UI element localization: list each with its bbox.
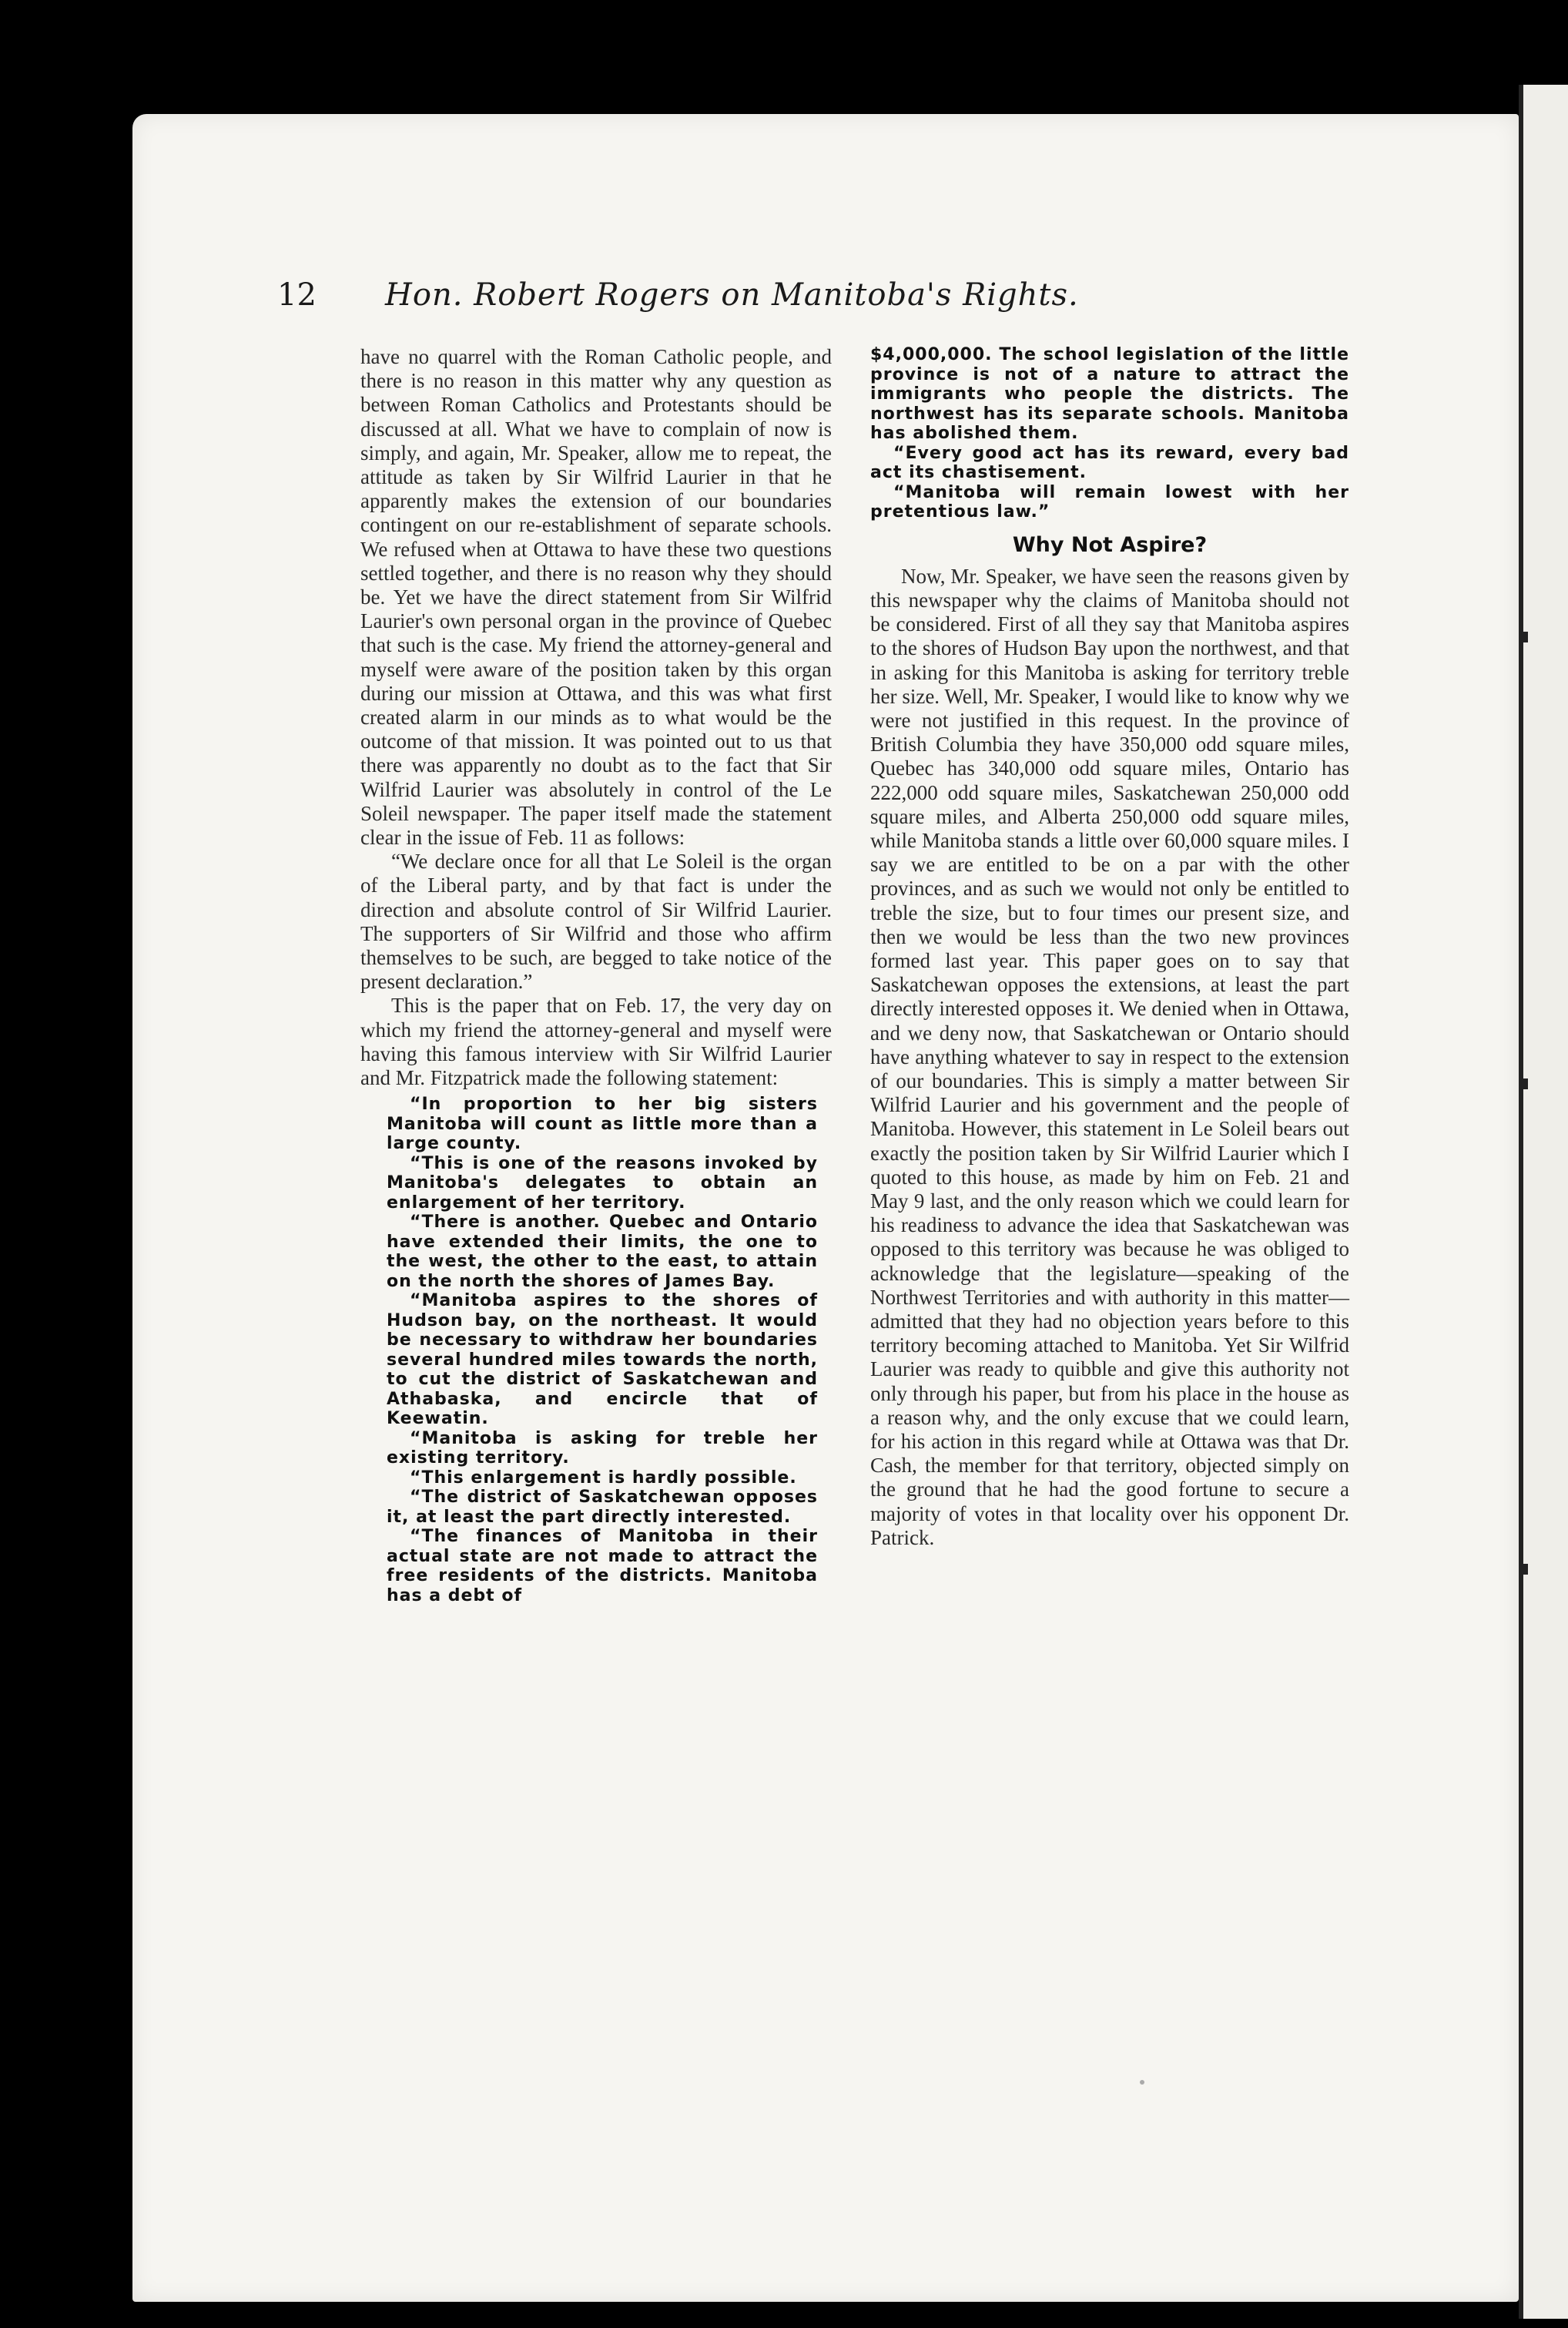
- adjacent-page-edge: [1519, 85, 1568, 2319]
- left-column: [360, 345, 832, 1605]
- body-paragraph: have no quarrel with the Roman Catholic people, and there is no reason in this matter why any question as between Roman Catholics and Protestants should be discussed at all. What we have to complain of now is simply, and again, Mr. Speaker, allow me to repeat, the attitude as taken by Sir Wilfrid Laurier in that he apparently makes the extension of our boundaries contingent on our re-establishment of separate schools. We refused when at Ottawa to have these two questions settled together, and there is no reason why they should be. Yet we have the direct statement from Sir Wilfrid Laurier's own personal organ in the province of Quebec that such is the case. My friend the attorney-general and myself were aware of the position taken by this organ during our mission at Ottawa, and this was what first created alarm in our minds as to what would be the outcome of that mission. It was pointed out to us that there was apparently no doubt as to the fact that Sir Wilfrid Laurier was absolutely in control of the Le Soleil newspaper. The paper itself made the statement clear in the issue of Feb. 11 as follows:: [360, 345, 832, 850]
- running-title: Hon. Robert Rogers on Manitoba's Rights.: [385, 277, 1079, 313]
- right-column: [870, 345, 1349, 1550]
- body-paragraph: This is the paper that on Feb. 17, the very day on which my friend the attorney-general and myself were having this famous interview with Sir Wilfrid Laurier and Mr. Fitzpatrick made the following statement:: [360, 994, 832, 1090]
- page-speck: [1140, 2080, 1144, 2085]
- quote-paragraph: “Every good act has its reward, every bad act its chastisement.: [870, 443, 1349, 482]
- le-soleil-quote-continued: [870, 345, 1349, 522]
- quote-paragraph: “This is one of the reasons invoked by Manitoba's delegates to obtain an enlargement of her territory.: [387, 1153, 818, 1213]
- quote-paragraph: “The finances of Manitoba in their actual state are not made to attract the free residents of the districts. Manitoba has a debt of: [387, 1527, 818, 1605]
- page-number: 12: [277, 277, 317, 313]
- body-paragraph: Now, Mr. Speaker, we have seen the reasons given by this newspaper why the claims of Manitoba should not be considered. First of all they say that Manitoba aspires to the shores of Hudson Bay upon the northwest, and that in asking for this Manitoba is asking for territory treble her size. Well, Mr. Speaker, I would like to know why we were not justified in this request. In the province of British Columbia they have 350,000 odd square miles, Quebec has 340,000 odd square miles, Ontario has 222,000 odd square miles, Saskatchewan 250,000 odd square miles, and Alberta 250,000 odd square miles, while Manitoba stands a little over 60,000 square miles. I say we are entitled to be on a par with the other provinces, and as such we would not only be entitled to treble the size, but to four times our present size, and then we would be less than the two new provinces formed last year. This paper goes on to say that Saskatchewan opposes the extensions, at least the part directly interested opposes it. We denied when in Ottawa, and we deny now, that Saskatchewan or Ontario should have anything whatever to say in respect to the extension of our boundaries. This is simply a matter between Sir Wilfrid Laurier and his government and the people of Manitoba. However, this statement in Le Soleil bears out exactly the position taken by Sir Wilfrid Laurier which I quoted to this house, as made by him on Feb. 21 and May 9 last, and the only reason which we could learn for his readiness to advance the idea that Saskatchewan was opposed to this territory was because he was obliged to acknowledge that the legislature—speaking of the Northwest Territories and with authority in this matter—admitted that they had no objection years before to this territory becoming attached to Manitoba. Yet Sir Wilfrid Laurier was ready to quibble and give this authority not only through his paper, but from his place in the house as a reason why, and the only excuse that we could learn, for his action in this regard while at Ottawa was that Dr. Cash, the member for that territory, objected simply on the ground that he had the good fortune to secure a majority of votes in that locality over his opponent Dr. Patrick.: [870, 564, 1349, 1549]
- binding-mark: [1520, 1078, 1528, 1089]
- binding-mark: [1520, 632, 1528, 642]
- quote-paragraph: “This enlargement is hardly possible.: [410, 1468, 797, 1488]
- le-soleil-quote: [387, 1095, 818, 1605]
- quote-paragraph: “The district of Saskatchewan opposes it, at least the part directly interested.: [387, 1488, 818, 1527]
- page-header: [277, 277, 1340, 324]
- quote-paragraph: “In proportion to her big sisters Manitoba will count as little more than a large county.: [387, 1095, 818, 1154]
- quoted-declaration: “We declare once for all that Le Soleil is the organ of the Liberal party, and by that fact is under the direction and absolute control of Sir Wilfrid Laurier. The supporters of Sir Wilfrid and those who affirm themselves to be such, are begged to take notice of the present declaration.”: [360, 850, 832, 994]
- quote-paragraph: “There is another. Quebec and Ontario have extended their limits, the one to the west, the other to the east, to attain on the north the shores of James Bay.: [387, 1213, 818, 1291]
- quote-paragraph: “Manitoba is asking for treble her existing territory.: [387, 1428, 818, 1468]
- binding-mark: [1520, 1564, 1528, 1575]
- quote-paragraph: $4,000,000. The school legislation of the little province is not of a nature to attract the immigrants who people the districts. The northwest has its separate schools. Manitoba has abolished them.: [870, 345, 1349, 443]
- section-subheading: Why Not Aspire?: [1012, 532, 1208, 557]
- quote-paragraph: “Manitoba aspires to the shores of Hudson bay, on the northeast. It would be necessary to withdraw her boundaries several hundred miles towards the north, to cut the district of Saskatchewan and Athabaska, and encircle that of Keewatin.: [387, 1291, 818, 1429]
- quote-paragraph: “Manitoba will remain lowest with her pretentious law.”: [870, 482, 1349, 522]
